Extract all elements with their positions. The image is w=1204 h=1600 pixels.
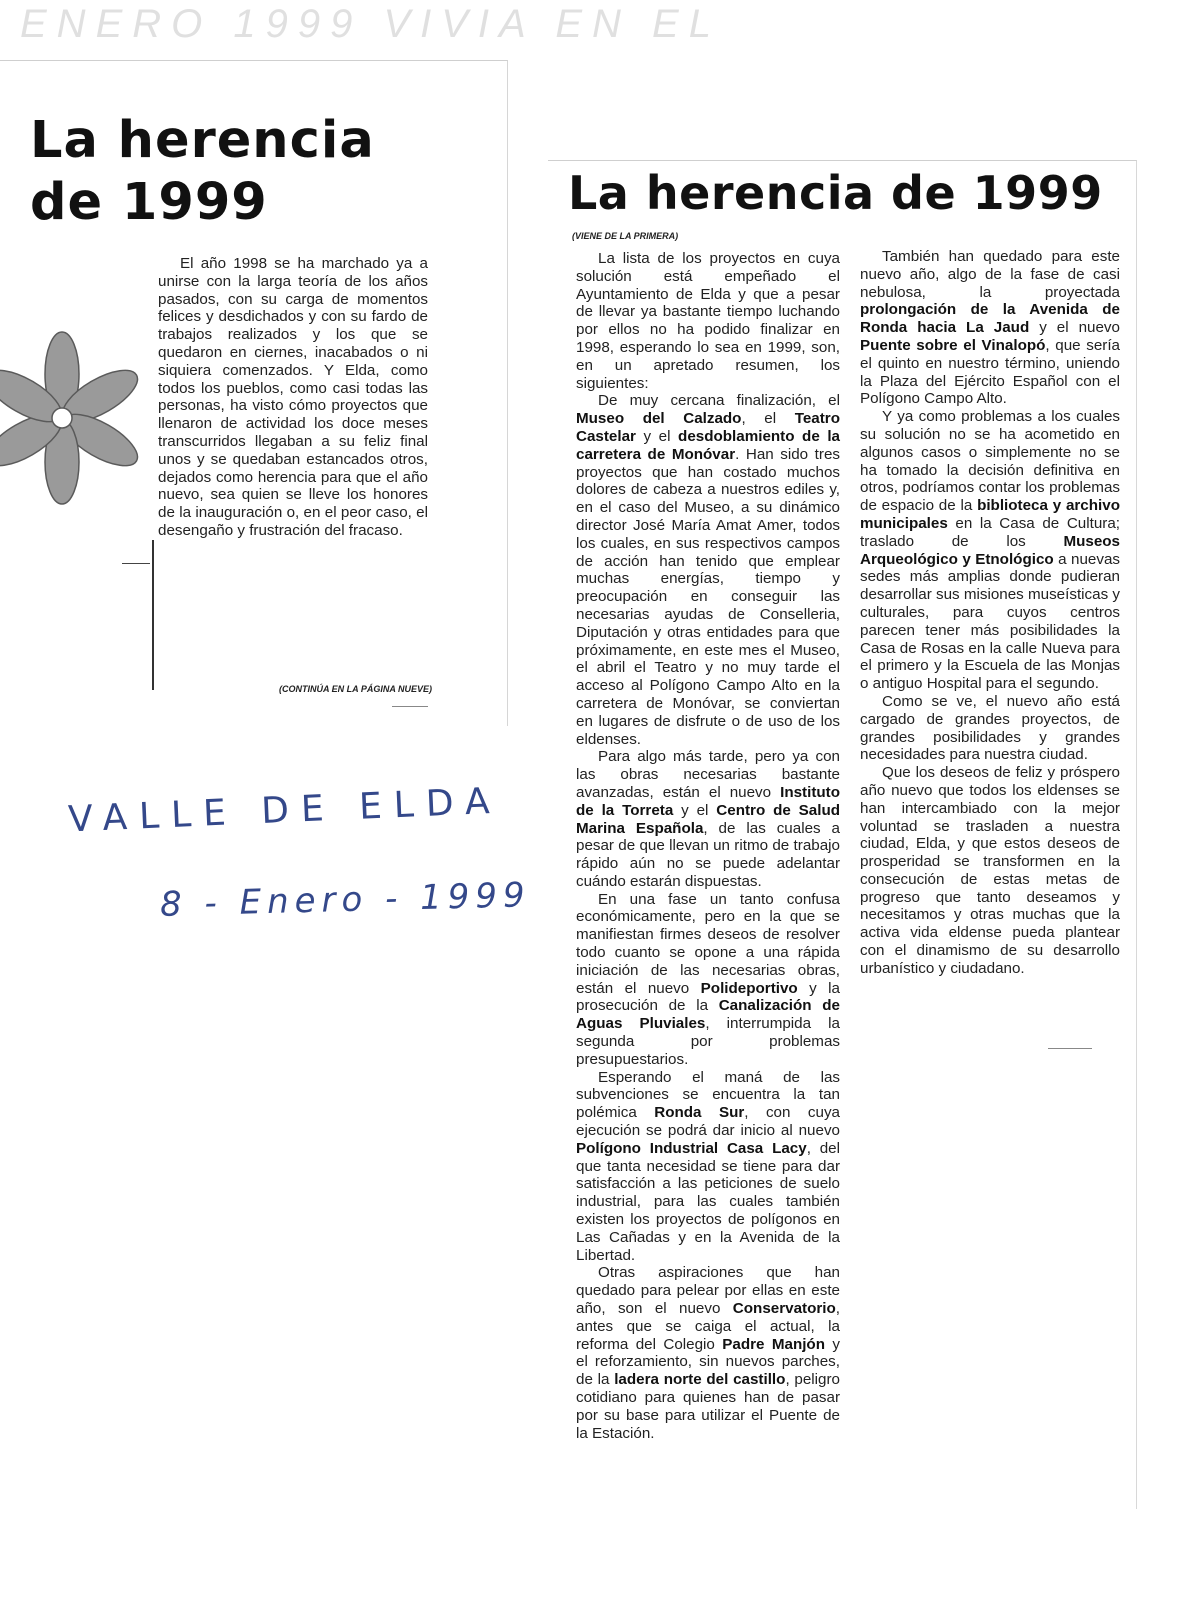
left-headline-line2: de 1999 (30, 173, 268, 232)
left-headline-line1: La herencia (30, 111, 375, 170)
flower-ornament-icon (0, 318, 150, 518)
left-headline (30, 110, 375, 234)
paragraph: Para algo más tarde, pero ya con las obras necesarias bastante avanzadas, están el nuevo Instituto de la Torreta y el Centro de Salud Marina Española, de las cuales a pesar de que llevan un ritmo de trabajo rápido aún no se puede adelantar cuándo estarán dispuestas. (576, 748, 840, 890)
paragraph: Otras aspiraciones que han quedado para pelear por ellas en este año, son el nuevo Conservatorio, antes que se caiga el actual, la reforma del Colegio Padre Manjón y el reforzamiento, sin nuevos parches, de la ladera norte del castillo, peligro cotidiano para quienes han de pasar por su base para utilizar el Puente de la Estación. (576, 1264, 840, 1442)
left-body-text (158, 255, 428, 540)
right-column-1 (576, 250, 840, 1442)
paragraph: Y ya como problemas a los cuales su solución no se ha acometido en algunos casos o simplemente no se ha tomado la decisión definitiva en otros, podríamos contar los problemas de espacio de la biblioteca y archivo municipales en la Casa de Cultura; traslado de los Museos Arqueológico y Etnológico a nuevas sedes más amplias donde pudieran desarrollar sus misiones museísticas y culturales, para cuyos centros parecen tener más posibilidades la Casa de Rosas en la calle Nueva para el primero y la Escuela de las Monjas o antiguo Hospital para el segundo. (860, 408, 1120, 693)
column-rule (152, 540, 154, 690)
paragraph: Como se ve, el nuevo año está cargado de grandes proyectos, de grandes posibilidades y grandes necesidades para nuestra ciudad. (860, 692, 1120, 764)
faded-header-text: ENERO 1999 VIVIA EN EL (20, 2, 721, 46)
continua-note: (CONTINÚA EN LA PÁGINA NUEVE) (279, 684, 432, 694)
handwritten-source: VALLE DE ELDA (67, 780, 503, 841)
paragraph: En una fase un tanto confusa económicamente, pero en la que se manifiestan firmes deseos de resolver todo cuanto se opone a una rápida iniciación de las necesarias obras, están el nuevo Polideportivo y la prosecución de la Canalización de Aguas Pluviales, interrumpida la segunda por problemas presupuestarios. (576, 890, 841, 1068)
right-column-2 (860, 248, 1120, 978)
paragraph: Que los deseos de feliz y próspero año nuevo que todos los eldenses se han intercambiado con la mejor voluntad se trasladen a nuestra ciudad, Elda, y que estos deseos de prosperidad se transformen en la consecución de estas metas de progreso que tanto deseamos y necesitamos y otras muchas que la activa vida eldense pueda plantear con el dinamismo de su desarrollo urbanístico y ciudadano. (860, 764, 1120, 977)
paragraph: De muy cercana finalización, el Museo del Calzado, el Teatro Castelar y el desdoblamiento de la carretera de Monóvar. Han sido tres proyectos que han costado muchos dolores de cabeza a nuestros ediles y, en el caso del Museo, a su dinámico director José María Amat Amer, todos los cuales, en sus respectivos campos de acción han tenido que emplear muchas energías, tiempo y preocupación en conseguir las necesarias ayudas de Conselleria, Diputación y otras entidades para que próximamente, en este mes el Museo, el abril el Teatro y no muy tarde el acceso al Polígono Campo Alto en la carretera de Monóvar, se conviertan en lugares de disfrute o de uso de los eldenses. (576, 392, 841, 748)
paragraph: La lista de los proyectos en cuya solución está empeñado el Ayuntamiento de Elda y que a pesar de llevar ya bastante tiempo luchando por ellos no ha podido finalizar en 1998, esperando lo sea en 1999, son, en un apretado resumen, los siguientes: (576, 250, 840, 392)
end-rule (1048, 1048, 1092, 1049)
paragraph: También han quedado para este nuevo año, algo de la fase de casi nebulosa, la proyectada prolongación de la Avenida de Ronda hacia La Jaud y el nuevo Puente sobre el Vinalopó, que sería el quinto en nuestro término, uniendo la Plaza del Ejército Español con el Polígono Campo Alto. (860, 248, 1120, 408)
handwritten-date: 8 - Enero - 1999 (159, 875, 532, 925)
viene-note: (VIENE DE LA PRIMERA) (572, 231, 679, 241)
end-rule (392, 706, 428, 707)
left-paragraph: El año 1998 se ha marchado ya a unirse con la larga teoría de los años pasados, con su carga de momentos felices y desdichados y con su fardo de trabajos realizados y los que se quedaron en ciernes, inacabados o ni siquiera comenzados. Y Elda, como todos los pueblos, como casi todas las personas, ha visto cómo proyectos que llenaron de actividad los doce meses transcurridos llegaban a su feliz final unos y se quedaban estancados otros, dejados como herencia para que el año nuevo, sea quien se lleve los honores de la inauguración o, en el peor caso, el desengaño y frustración del fracaso. (158, 255, 428, 539)
dash-rule (122, 563, 150, 564)
paragraph: Esperando el maná de las subvenciones se encuentra la tan polémica Ronda Sur, con cuya ejecución se podrá dar inicio al nuevo Polígono Industrial Casa Lacy, del que tanta necesidad se tiene para dar satisfacción a las peticiones de suelo industrial, para las cuales también existen los proyectos de polígonos en Las Cañadas y en la Avenida de la Libertad. (576, 1068, 840, 1264)
right-headline: La herencia de 1999 (568, 166, 1103, 220)
